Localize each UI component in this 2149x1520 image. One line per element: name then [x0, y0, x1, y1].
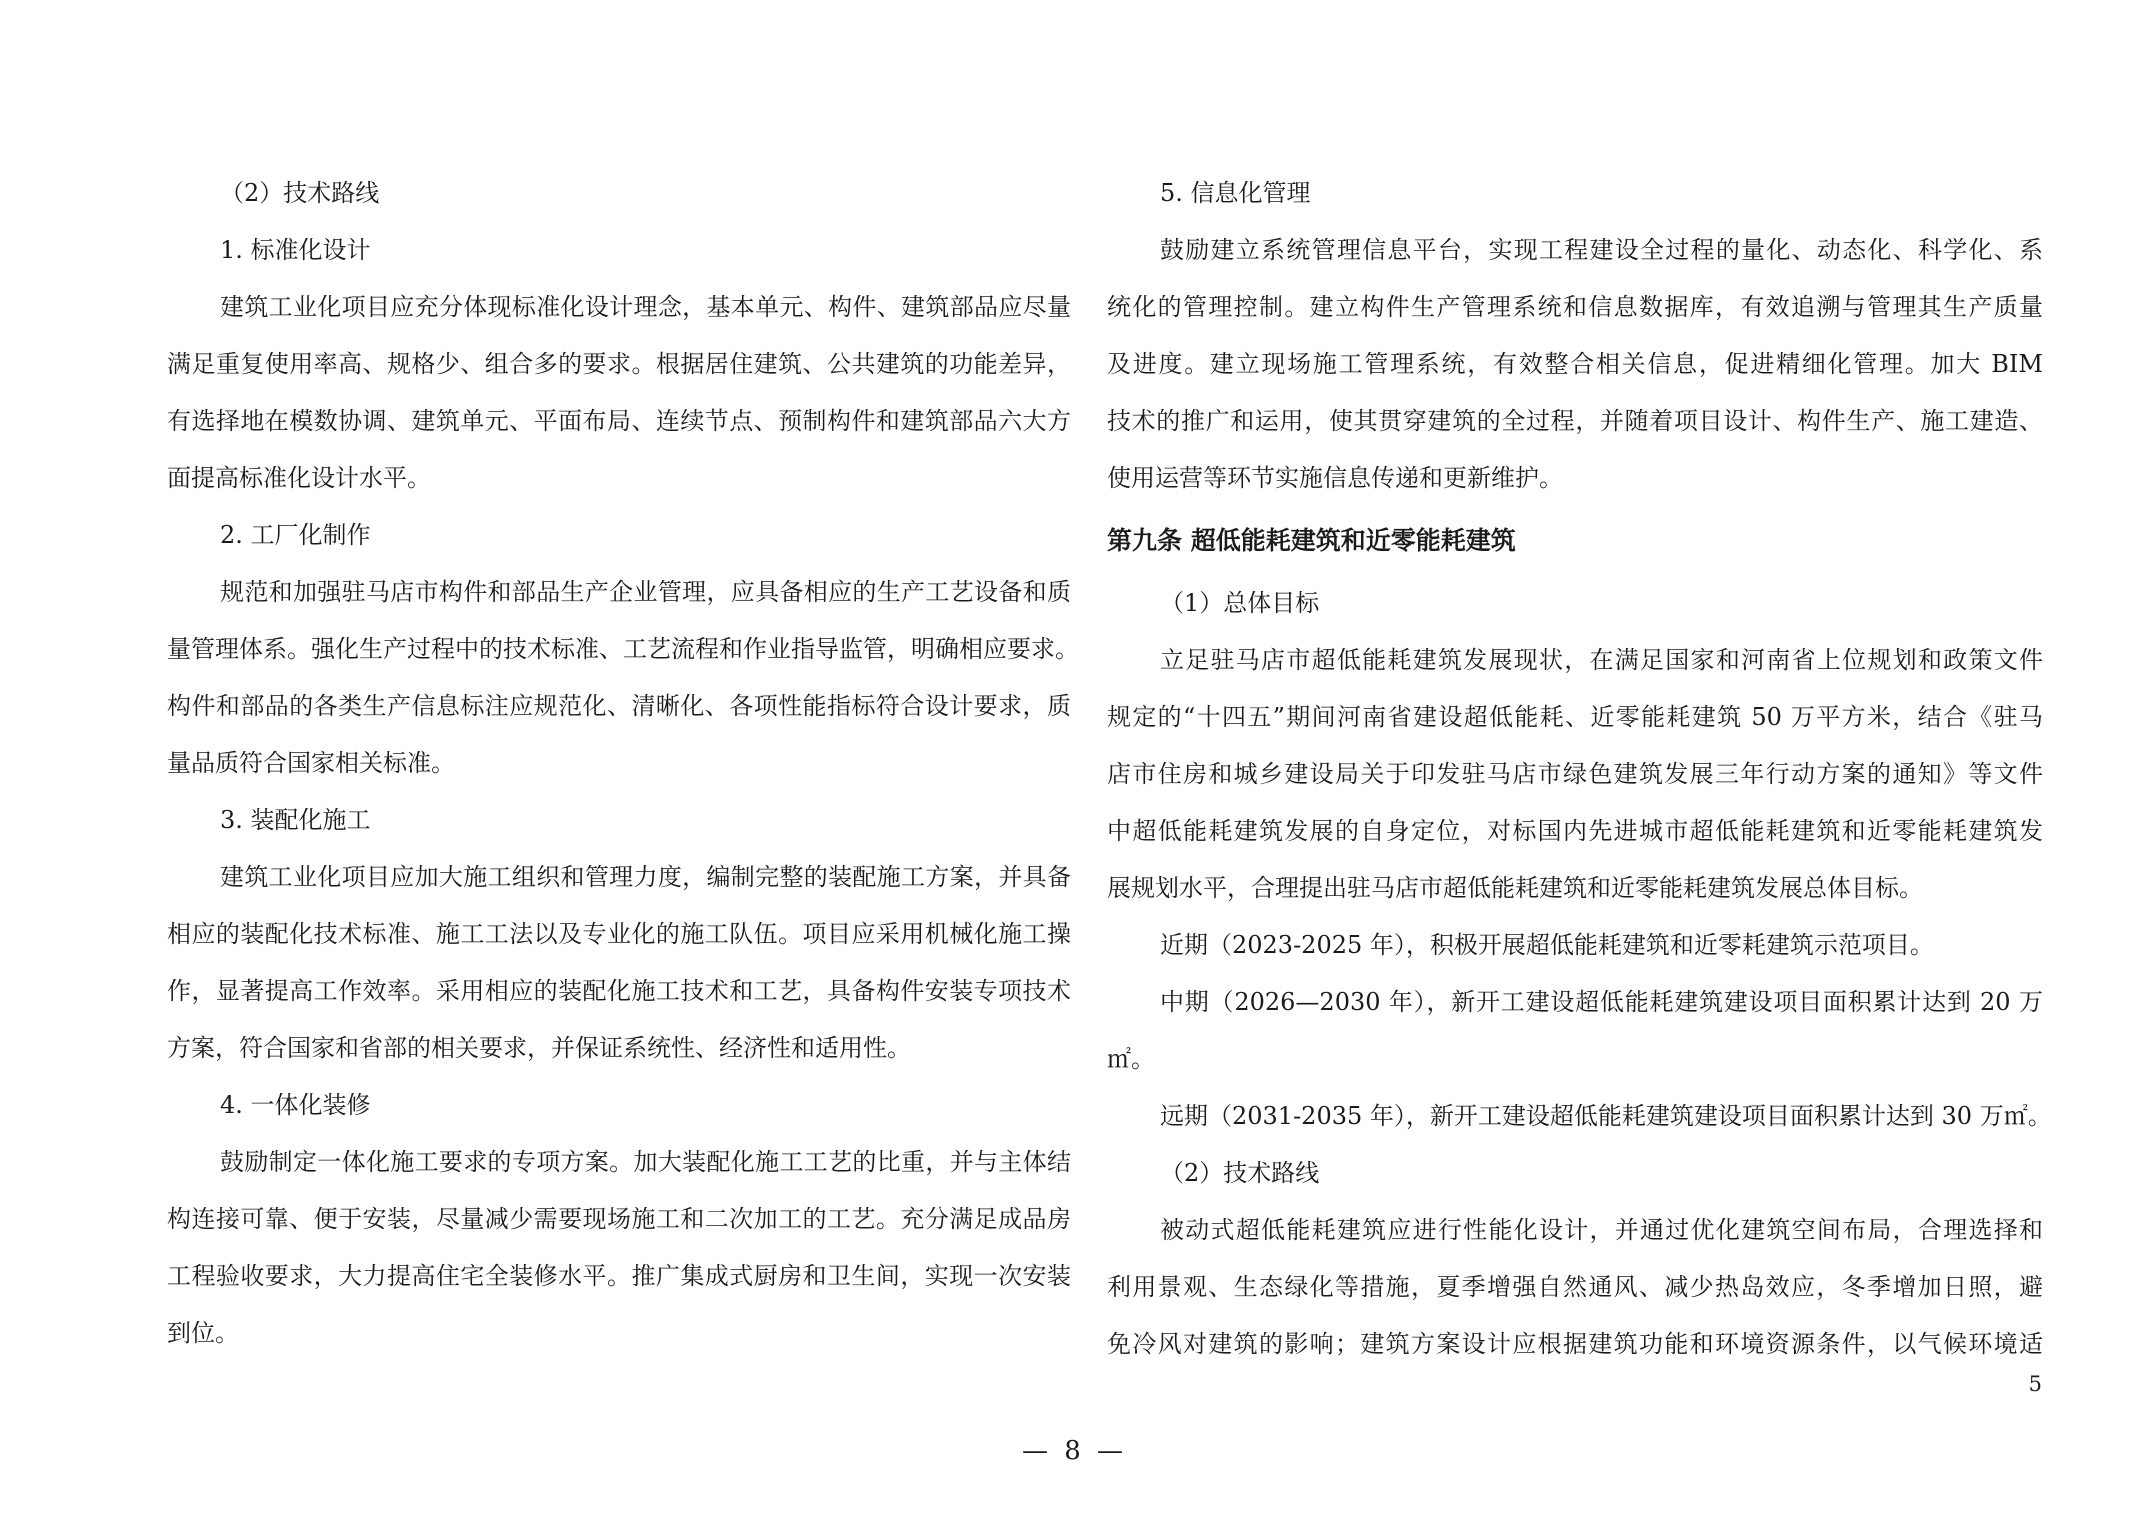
text-line: 及进度。建立现场施工管理系统，有效整合相关信息，促进精细化管理。加大 BIM [1107, 350, 2043, 378]
text-line: 统化的管理控制。建立构件生产管理系统和信息数据库，有效追溯与管理其生产质量 [1107, 293, 2043, 321]
text-line: 工程验收要求，大力提高住宅全装修水平。推广集成式厨房和卫生间，实现一次安装 [167, 1262, 1071, 1290]
text-line: 店市住房和城乡建设局关于印发驻马店市绿色建筑发展三年行动方案的通知》等文件 [1107, 760, 2043, 788]
text-line: 2. 工厂化制作 [220, 521, 371, 549]
left-column [167, 165, 1079, 1362]
text-line: 有选择地在模数协调、建筑单元、平面布局、连续节点、预制构件和建筑部品六大方 [167, 407, 1071, 435]
text-line: 建筑工业化项目应加大施工组织和管理力度，编制完整的装配施工方案，并具备 [220, 863, 1071, 891]
text-line: 构件和部品的各类生产信息标注应规范化、清晰化、各项性能指标符合设计要求，质 [167, 692, 1071, 720]
text-line: 相应的装配化技术标准、施工工法以及专业化的施工队伍。项目应采用机械化施工操 [167, 920, 1071, 948]
text-line: （2）技术路线 [1160, 1159, 1320, 1187]
text-line: （2）技术路线 [220, 179, 380, 207]
text-line: 利用景观、生态绿化等措施，夏季增强自然通风、减少热岛效应，冬季增加日照，避 [1107, 1273, 2043, 1301]
page-number: — 8 — [1021, 1436, 1128, 1466]
text-line: 中期（2026—2030 年），新开工建设超低能耗建筑建设项目面积累计达到 20 万 [1160, 988, 2043, 1016]
text-line: 5. 信息化管理 [1160, 179, 1311, 207]
text-line: 方案，符合国家和省部的相关要求，并保证系统性、经济性和适用性。 [167, 1034, 911, 1062]
text-line: 1. 标准化设计 [220, 236, 371, 264]
text-line: 建筑工业化项目应充分体现标准化设计理念，基本单元、构件、建筑部品应尽量 [220, 293, 1071, 321]
text-line: 作，显著提高工作效率。采用相应的装配化施工技术和工艺，具备构件安装专项技术 [167, 977, 1071, 1005]
inner-page-number: 5 [2028, 1372, 2042, 1396]
text-line: 规范和加强驻马店市构件和部品生产企业管理，应具备相应的生产工艺设备和质 [220, 578, 1071, 606]
text-line: 展规划水平，合理提出驻马店市超低能耗建筑和近零能耗建筑发展总体目标。 [1107, 874, 1923, 902]
text-line: 4. 一体化装修 [220, 1091, 371, 1119]
section-heading: 第九条 超低能耗建筑和近零能耗建筑 [1107, 526, 1516, 555]
text-line: 鼓励制定一体化施工要求的专项方案。加大装配化施工工艺的比重，并与主体结 [220, 1148, 1071, 1176]
text-line: 远期（2031-2035 年），新开工建设超低能耗建筑建设项目面积累计达到 30 万㎡。 [1160, 1102, 2052, 1130]
text-line: 近期（2023-2025 年），积极开展超低能耗建筑和近零耗建筑示范项目。 [1160, 931, 1934, 959]
right-column [1107, 165, 2052, 1373]
text-line: 3. 装配化施工 [220, 806, 371, 834]
text-line: 规定的“十四五”期间河南省建设超低能耗、近零能耗建筑 50 万平方米，结合《驻马 [1107, 703, 2043, 731]
text-line: （1）总体目标 [1160, 589, 1320, 617]
text-line: 满足重复使用率高、规格少、组合多的要求。根据居住建筑、公共建筑的功能差异， [167, 350, 1071, 378]
text-line: 使用运营等环节实施信息传递和更新维护。 [1107, 464, 1563, 492]
text-line: 免冷风对建筑的影响；建筑方案设计应根据建筑功能和环境资源条件，以气候环境适 [1107, 1330, 2043, 1358]
text-line: ㎡。 [1107, 1045, 1155, 1073]
text-line: 量品质符合国家相关标准。 [167, 749, 455, 777]
text-line: 中超低能耗建筑发展的自身定位，对标国内先进城市超低能耗建筑和近零能耗建筑发 [1107, 817, 2043, 845]
text-line: 技术的推广和运用，使其贯穿建筑的全过程，并随着项目设计、构件生产、施工建造、 [1107, 407, 2043, 435]
text-line: 量管理体系。强化生产过程中的技术标准、工艺流程和作业指导监管，明确相应要求。 [167, 635, 1079, 663]
text-line: 到位。 [167, 1319, 239, 1347]
text-line: 构连接可靠、便于安装，尽量减少需要现场施工和二次加工的工艺。充分满足成品房 [167, 1205, 1071, 1233]
text-line: 立足驻马店市超低能耗建筑发展现状，在满足国家和河南省上位规划和政策文件 [1160, 646, 2043, 674]
text-line: 鼓励建立系统管理信息平台，实现工程建设全过程的量化、动态化、科学化、系 [1160, 236, 2043, 264]
text-line: 被动式超低能耗建筑应进行性能化设计，并通过优化建筑空间布局，合理选择和 [1160, 1216, 2043, 1244]
text-line: 面提高标准化设计水平。 [167, 464, 431, 492]
